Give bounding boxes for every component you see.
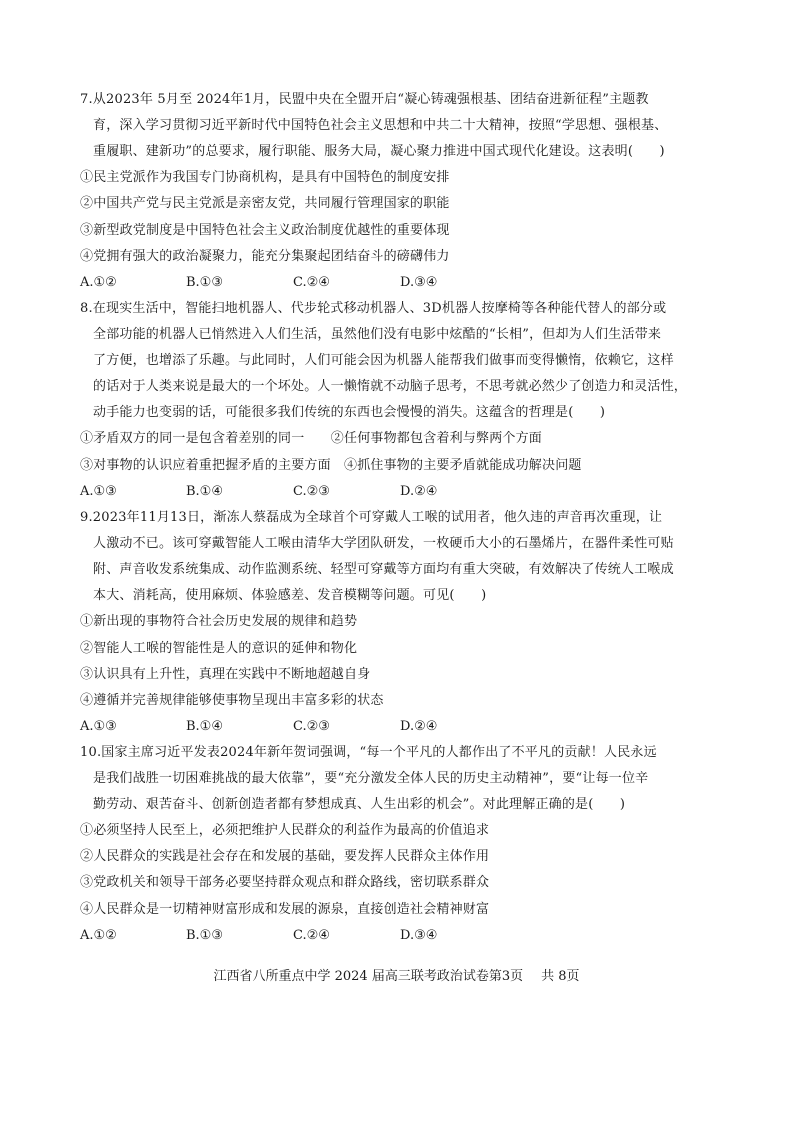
- q10-statement-4: ④人民群众是一切精神财富形成和发展的源泉，直接创造社会精神财富: [80, 902, 490, 917]
- q9-option-a: A.①③: [80, 719, 117, 734]
- q7-option-d: D.③④: [400, 275, 438, 290]
- q9-statement-4: ④遵循并完善规律能够使事物呈现出丰富多彩的状态: [80, 693, 384, 708]
- q7-stem-line-2: 育，深入学习贯彻习近平新时代中国特色社会主义思想和中共二十大精神，按照“学思想、强根基、: [93, 118, 668, 133]
- q10-option-a: A.①②: [80, 928, 117, 943]
- q7-option-a: A.①②: [80, 275, 117, 290]
- q10-option-b: B.①③: [186, 928, 223, 943]
- q7-option-c: C.②④: [293, 275, 330, 290]
- q8-stem-line-3: 了方便，也增添了乐趣。与此同时，人们可能会因为机器人能帮我们做事而变得懒惰，依赖它，这样: [93, 353, 674, 368]
- q9-statement-3: ③认识具有上升性，真理在实践中不断地超越自身: [80, 667, 371, 682]
- q7-option-b: B.①③: [186, 275, 223, 290]
- q8-statements-1-2: ①矛盾双方的同一是包含着差别的同一 ②任何事物都包含着利与弊两个方面: [80, 431, 543, 446]
- q7-statement-2: ②中国共产党与民主党派是亲密友党，共同履行管理国家的职能: [80, 196, 450, 211]
- q10-statement-3: ③党政机关和领导干部务必要坚持群众观点和群众路线，密切联系群众: [80, 875, 490, 890]
- page-footer: [0, 968, 793, 986]
- q9-statement-2: ②智能人工喉的智能性是人的意识的延伸和物化: [80, 641, 358, 656]
- q7-stem-line-1: 7.从2023年 5月至 2024年1月，民盟中央在全盟开启“凝心铸魂强根基、团结奋进新征程”主题教: [80, 92, 649, 107]
- q8-option-b: B.①④: [186, 484, 223, 499]
- footer-exam-title: 江西省八所重点中学 2024 届高三联考政治试卷第3页: [213, 969, 524, 984]
- q7-statement-1: ①民主党派作为我国专门协商机构，是具有中国特色的制度安排: [80, 170, 450, 185]
- q10-statement-2: ②人民群众的实践是社会存在和发展的基础，要发挥人民群众主体作用: [80, 849, 490, 864]
- q9-stem-line-4: 本大、消耗高，使用麻烦、体验感差、发音模糊等问题。可见( ): [93, 588, 487, 603]
- q8-stem-line-2: 全部功能的机器人已悄然进入人们生活，虽然他们没有电影中炫酷的“长相”，但却为人们生活带来: [93, 327, 662, 342]
- q10-stem-line-3: 勤劳动、艰苦奋斗、创新创造者都有梦想成真、人生出彩的机会”。对此理解正确的是( ): [93, 797, 626, 812]
- q8-option-c: C.②③: [293, 484, 330, 499]
- q9-stem-line-3: 附、声音收发系统集成、动作监测系统、轻型可穿戴等方面均有重大突破，有效解决了传统人工喉成: [93, 562, 674, 577]
- q9-stem-line-2: 人激动不已。该可穿戴智能人工喉由清华大学团队研发，一枚硬币大小的石墨烯片，在器件柔性可贴: [93, 536, 674, 551]
- q8-stem-line-4: 的话对于人类来说是最大的一个坏处。人一懒惰就不动脑子思考，不思考就必然少了创造力和灵活性，: [93, 379, 688, 394]
- q8-stem-line-5: 动手能力也变弱的话，可能很多我们传统的东西也会慢慢的消失。这蕴含的哲理是( ): [93, 405, 606, 420]
- q8-option-d: D.②④: [400, 484, 438, 499]
- q7-statement-4: ④党拥有强大的政治凝聚力，能充分集聚起团结奋斗的磅礴伟力: [80, 249, 450, 264]
- q10-option-d: D.③④: [400, 928, 438, 943]
- footer-total-pages: 共 8页: [541, 969, 580, 984]
- q9-option-d: D.②④: [400, 719, 438, 734]
- q8-stem-line-1: 8.在现实生活中，智能扫地机器人、代步轮式移动机器人、3D机器人按摩椅等各种能代替人的部分或: [80, 301, 667, 316]
- q10-stem-line-1: 10.国家主席习近平发表2024年新年贺词强调，“每一个平凡的人都作出了不平凡的贡献！人民永远: [80, 745, 657, 760]
- q9-statement-1: ①新出现的事物符合社会历史发展的规律和趋势: [80, 614, 358, 629]
- q7-statement-3: ③新型政党制度是中国特色社会主义政治制度优越性的重要体现: [80, 223, 450, 238]
- q9-option-c: C.②③: [293, 719, 330, 734]
- q10-stem-line-2: 是我们战胜一切困难挑战的最大依靠”，要“充分激发全体人民的历史主动精神”，要“让每一位辛: [93, 771, 649, 786]
- q8-option-a: A.①③: [80, 484, 117, 499]
- q10-option-c: C.②④: [293, 928, 330, 943]
- q8-statements-3-4: ③对事物的认识应着重把握矛盾的主要方面 ④抓住事物的主要矛盾就能成功解决问题: [80, 458, 582, 473]
- q7-stem-line-3: 重履职、建新功”的总要求，履行职能、服务大局，凝心聚力推进中国式现代化建设。这表明( ): [93, 144, 665, 159]
- q9-stem-line-1: 9.2023年11月13日，渐冻人蔡磊成为全球首个可穿戴人工喉的试用者，他久违的声音再次重现，让: [80, 510, 663, 525]
- q10-statement-1: ①必须坚持人民至上，必须把维护人民群众的利益作为最高的价值追求: [80, 823, 490, 838]
- q9-option-b: B.①④: [186, 719, 223, 734]
